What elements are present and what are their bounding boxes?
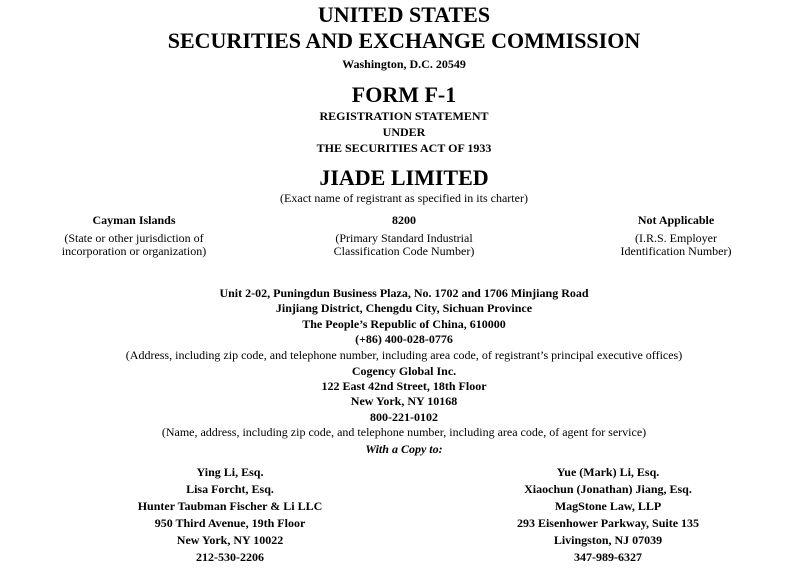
- form-heading: [0, 82, 808, 156]
- principal-office-caption: (Address, including zip code, and telephone number, including area code, of registrant’s principal executive offices): [125, 347, 683, 362]
- agency-line-2: SECURITIES AND EXCHANGE COMMISSION: [167, 28, 641, 53]
- counsel-right-column: [458, 464, 758, 566]
- sic-column: [304, 212, 504, 258]
- agent-city: New York, NY 10168: [350, 394, 458, 409]
- form-line-2: UNDER: [382, 125, 426, 139]
- counsel-right-phone: 347-989-6327: [574, 550, 642, 565]
- agency-header: [0, 2, 808, 72]
- irs-caption: [576, 232, 776, 258]
- copy-to-heading: With a Copy to:: [365, 442, 443, 457]
- form-line-1: REGISTRATION STATEMENT: [319, 109, 489, 123]
- agency-location: Washington, D.C. 20549: [342, 57, 466, 71]
- jurisdiction-caption-line-2: incorporation or organization): [61, 244, 207, 258]
- counsel-left-column: [80, 464, 380, 566]
- jurisdiction-value: Cayman Islands: [92, 213, 176, 227]
- counsel-left-phone: 212-530-2206: [196, 550, 264, 565]
- irs-number-value: Not Applicable: [637, 213, 715, 227]
- registrant-name-caption: (Exact name of registrant as specified in its charter): [280, 191, 528, 205]
- counsel-left-city: New York, NY 10022: [176, 533, 284, 548]
- jurisdiction-caption: [34, 232, 234, 258]
- agent-name: Cogency Global Inc.: [351, 363, 457, 378]
- sic-code-value: 8200: [392, 213, 416, 227]
- agent-caption: (Name, address, including zip code, and telephone number, including area code, of agent for service): [161, 425, 647, 440]
- jurisdiction-caption-line-1: (State or other jurisdiction of: [64, 231, 204, 245]
- form-line-3: THE SECURITIES ACT OF 1933: [316, 141, 492, 155]
- counsel-left-street: 950 Third Avenue, 19th Floor: [154, 516, 306, 531]
- irs-column: [576, 212, 776, 258]
- principal-office-line-3: The People’s Republic of China, 610000: [302, 316, 506, 331]
- jurisdiction-column: [34, 212, 234, 258]
- counsel-right-line-2: Xiaochun (Jonathan) Jiang, Esq.: [524, 482, 692, 497]
- registrant-name: JIADE LIMITED: [319, 165, 489, 190]
- counsel-left-line-1: Ying Li, Esq.: [196, 465, 264, 480]
- principal-office-phone: (+86) 400-028-0776: [355, 332, 453, 347]
- sic-caption-line-1: (Primary Standard Industrial: [335, 231, 473, 245]
- registrant-block: [0, 165, 808, 206]
- sic-caption: [304, 232, 504, 258]
- irs-caption-line-2: Identification Number): [620, 244, 732, 258]
- counsel-right-street: 293 Eisenhower Parkway, Suite 135: [516, 516, 700, 531]
- agent-phone: 800-221-0102: [370, 409, 438, 424]
- counsel-block: [0, 464, 808, 584]
- counsel-left-line-2: Lisa Forcht, Esq.: [186, 482, 274, 497]
- registrant-identifiers: [0, 212, 808, 268]
- agency-line-1: UNITED STATES: [317, 2, 491, 27]
- agent-street: 122 East 42nd Street, 18th Floor: [321, 379, 487, 394]
- agent-for-service-block: [0, 364, 808, 441]
- counsel-right-line-1: Yue (Mark) Li, Esq.: [556, 465, 660, 480]
- counsel-right-firm: MagStone Law, LLP: [554, 499, 662, 514]
- sic-caption-line-2: Classification Code Number): [333, 244, 475, 258]
- principal-office-block: [0, 286, 808, 363]
- principal-office-line-2: Jinjiang District, Chengdu City, Sichuan Province: [275, 301, 533, 316]
- principal-office-line-1: Unit 2-02, Puningdun Business Plaza, No. 1702 and 1706 Minjiang Road: [219, 286, 589, 300]
- counsel-left-firm: Hunter Taubman Fischer & Li LLC: [137, 499, 323, 514]
- counsel-right-city: Livingston, NJ 07039: [553, 533, 663, 548]
- irs-caption-line-1: (I.R.S. Employer: [635, 231, 717, 245]
- form-title: FORM F-1: [351, 82, 457, 107]
